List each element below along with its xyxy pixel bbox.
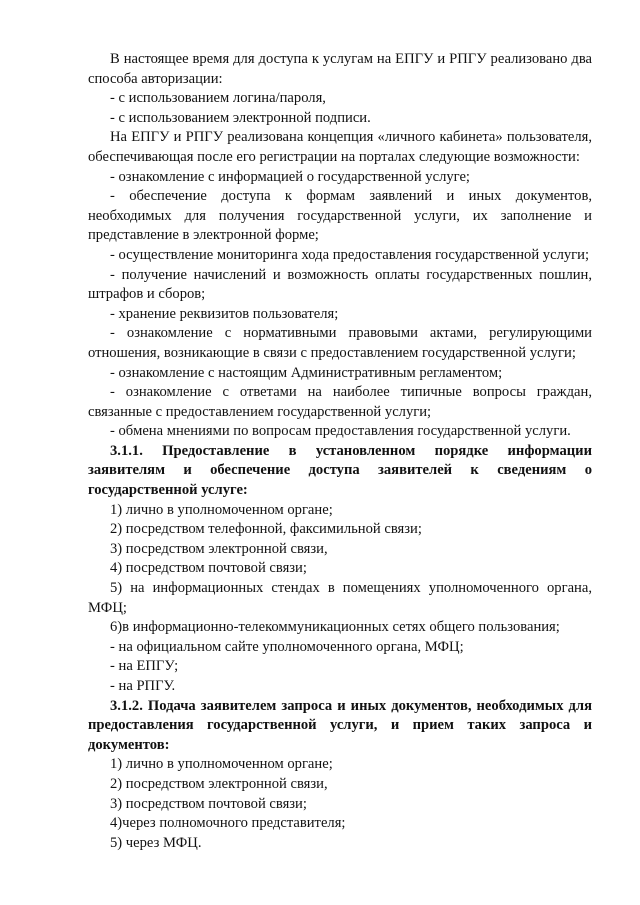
list-item: 1) лично в уполномоченном органе; — [110, 501, 333, 518]
list-item: - получение начислений и возможность оплаты государственных пошлин, штрафов и сборов; — [88, 266, 592, 303]
list-item: 6)в информационно-телекоммуникационных сетях общего пользования; — [110, 619, 560, 636]
list-item: 3) посредством почтовой связи; — [110, 795, 307, 812]
list-item: 1) лично в уполномоченном органе; — [110, 756, 333, 773]
list-item: 4) посредством почтовой связи; — [110, 560, 307, 577]
list-item: - осуществление мониторинга хода предоставления государственной услуги; — [110, 246, 590, 263]
list-item: - ознакомление с нормативными правовыми актами, регулирующими отношения, возникающие в связи с предоставлением государственной услуги; — [88, 325, 592, 361]
list-item: 5) через МФЦ. — [110, 834, 202, 851]
list-item: 5) на информационных стендах в помещениях уполномоченного органа, МФЦ; — [88, 580, 592, 616]
list-item: - обеспечение доступа к формам заявлений и иных документов, необходимых для получения государственной услуги, их заполнение и представление в электронной форме; — [88, 188, 592, 244]
list-item-esign: - с использованием электронной подписи. — [110, 109, 371, 126]
list-item: - хранение реквизитов пользователя; — [110, 305, 339, 322]
list-item: - на официальном сайте уполномоченного органа, МФЦ; — [110, 638, 464, 655]
list-item: 3) посредством электронной связи, — [110, 540, 328, 557]
list-item-login: - с использованием логина/пароля, — [110, 90, 326, 107]
list-item: - ознакомление с ответами на наиболее типичные вопросы граждан, связанные с предоставлением государственной услуги; — [88, 384, 592, 420]
paragraph-auth-intro: В настоящее время для доступа к услугам на ЕПГУ и РПГУ реализовано два способа авторизации: — [88, 51, 592, 87]
list-item: 2) посредством телефонной, факсимильной связи; — [110, 521, 422, 538]
list-item: - на РПГУ. — [110, 678, 176, 694]
list-item: 2) посредством электронной связи, — [110, 775, 328, 792]
list-item: - ознакомление с настоящим Административным регламентом; — [110, 364, 503, 381]
document-page — [88, 50, 592, 853]
list-item: - ознакомление с информацией о государственной услуге; — [110, 168, 470, 185]
section-heading-3-1-2: 3.1.2. Подача заявителем запроса и иных документов, необходимых для предоставления государственной услуги, и прием таких запроса и документов: — [88, 697, 592, 753]
list-item: - на ЕПГУ; — [110, 658, 179, 675]
list-item: - обмена мнениями по вопросам предоставления государственной услуги. — [110, 423, 571, 440]
section-heading-3-1-1: 3.1.1. Предоставление в установленном порядке информации заявителям и обеспечение доступа заявителей к сведениям о государственной услуге: — [88, 442, 592, 499]
paragraph-cabinet-intro: На ЕПГУ и РПГУ реализована концепция «личного кабинета» пользователя, обеспечивающая после его регистрации на порталах следующие возможности: — [88, 129, 592, 165]
list-item: 4)через полномочного представителя; — [110, 815, 346, 832]
